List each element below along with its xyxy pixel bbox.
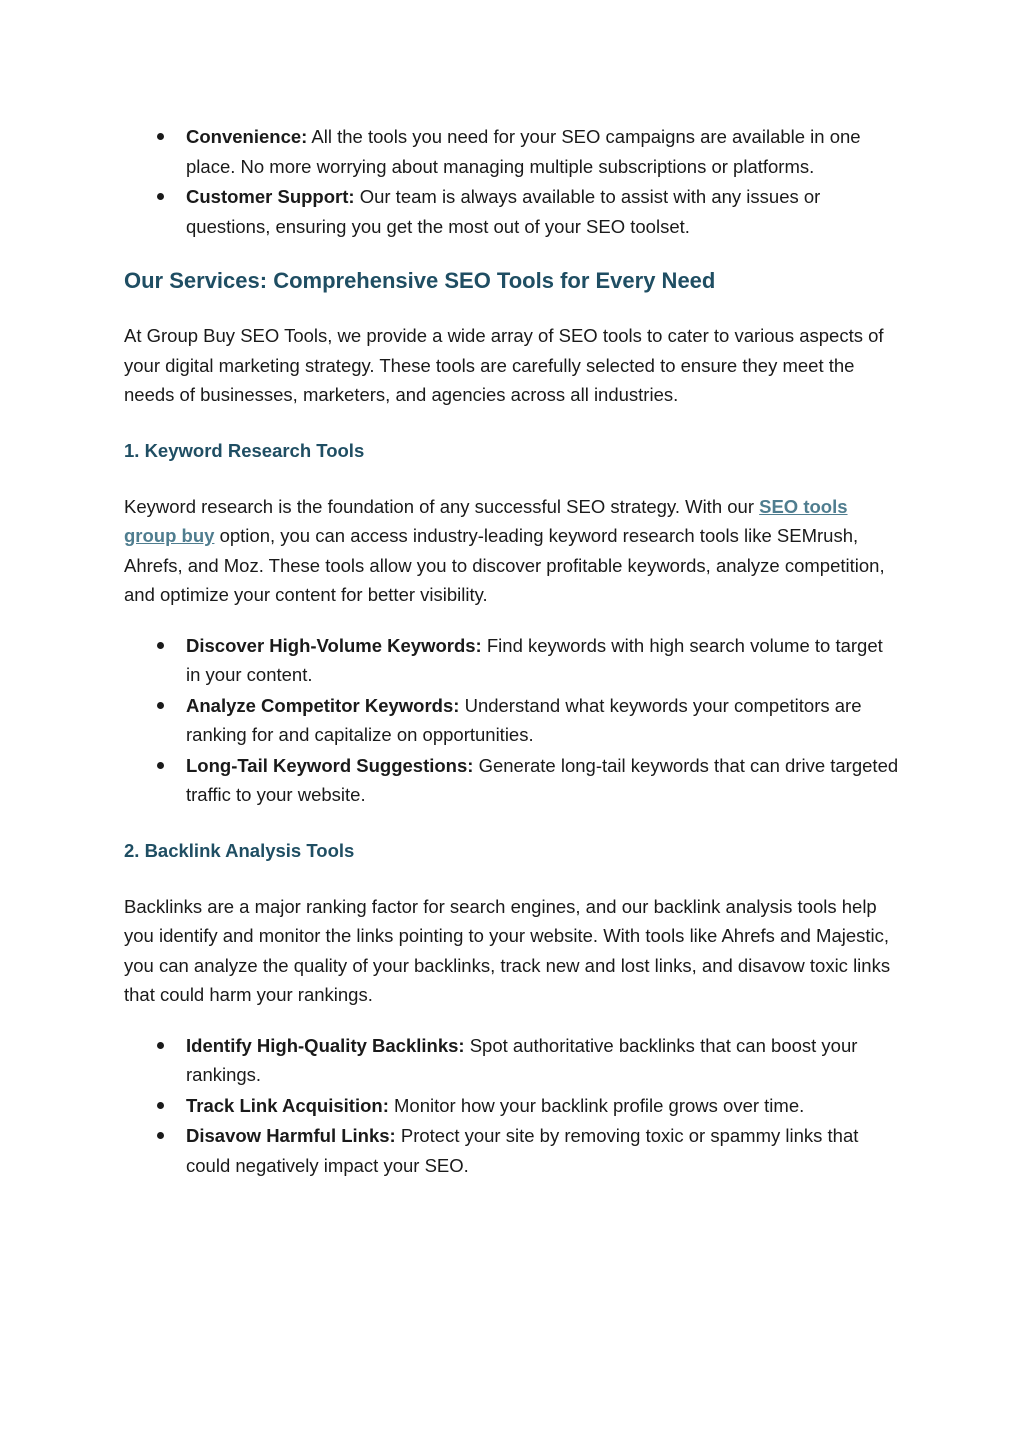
list-item [124, 691, 899, 750]
bullet-label: Analyze Competitor Keywords: [186, 694, 460, 716]
document-page [124, 122, 899, 1181]
keyword-paragraph [124, 492, 899, 610]
bullet-icon [157, 1042, 164, 1049]
bullet-text: Generate long-tail keywords that can drive targeted traffic to your website. [186, 754, 899, 805]
keyword-section-heading: 1. Keyword Research Tools [124, 439, 365, 461]
backlink-paragraph: Backlinks are a major ranking factor for search engines, and our backlink analysis tools help you identify and monitor the links pointing to your website. With tools like Ahrefs and Majestic, you can analyze the quality of your backlinks, track new and lost links, and disavow toxic links that could harm your rankings. [124, 895, 891, 1005]
services-heading: Our Services: Comprehensive SEO Tools for Every Need [124, 268, 716, 293]
list-item [124, 631, 899, 690]
bullet-label: Discover High-Volume Keywords: [186, 634, 482, 656]
list-item [124, 1121, 899, 1180]
bullet-icon [157, 642, 164, 649]
bullet-text: Our team is always available to assist with any issues or questions, ensuring you get the most out of your SEO toolset. [186, 186, 821, 237]
bullet-icon [157, 762, 164, 769]
bullet-label: Customer Support: [186, 186, 355, 207]
list-item [124, 182, 899, 241]
keyword-bullet-list [124, 631, 899, 810]
backlink-section-heading: 2. Backlink Analysis Tools [124, 839, 355, 861]
bullet-icon [157, 193, 164, 200]
bullet-label: Track Link Acquisition: [186, 1094, 389, 1116]
list-item [124, 122, 899, 181]
bullet-text: All the tools you need for your SEO campaigns are available in one place. No more worrying about managing multiple subscriptions or platforms. [186, 126, 861, 177]
seo-tools-group-buy-link[interactable]: SEO tools group buy [124, 495, 848, 546]
list-item [124, 1091, 899, 1121]
list-item [124, 751, 899, 810]
bullet-label: Disavow Harmful Links: [186, 1125, 396, 1146]
keyword-paragraph-end: option, you can access industry-leading keyword research tools like SEMrush, Ahrefs, and Moz. These tools allow you to discover profitable keywords, analyze competition, and optimize your content for better visibility. [124, 525, 885, 605]
bullet-text: Understand what keywords your competitors are ranking for and capitalize on opportunities. [186, 694, 862, 745]
bullet-label: Identify High-Quality Backlinks: [186, 1034, 465, 1056]
bullet-text: Monitor how your backlink profile grows over time. [388, 1094, 805, 1116]
intro-bullet-list [124, 122, 899, 241]
bullet-text: Spot authoritative backlinks that can boost your rankings. [186, 1034, 858, 1085]
bullet-icon [157, 133, 164, 140]
bullet-label: Long-Tail Keyword Suggestions: [186, 754, 474, 776]
bullet-label: Convenience: [186, 126, 308, 147]
bullet-text: Protect your site by removing toxic or spammy links that could negatively impact your SEO. [186, 1125, 859, 1176]
list-item [124, 1031, 899, 1090]
bullet-icon [157, 702, 164, 709]
bullet-icon [157, 1132, 164, 1139]
keyword-paragraph-start: Keyword research is the foundation of any successful SEO strategy. With our [124, 495, 760, 517]
services-intro-paragraph: At Group Buy SEO Tools, we provide a wide array of SEO tools to cater to various aspects of your digital marketing strategy. These tools are carefully selected to ensure they meet the needs of businesses, marketers, and agencies across all industries. [124, 325, 884, 405]
backlink-bullet-list [124, 1031, 899, 1181]
bullet-icon [157, 1102, 164, 1109]
bullet-text: Find keywords with high search volume to target in your content. [186, 634, 883, 685]
